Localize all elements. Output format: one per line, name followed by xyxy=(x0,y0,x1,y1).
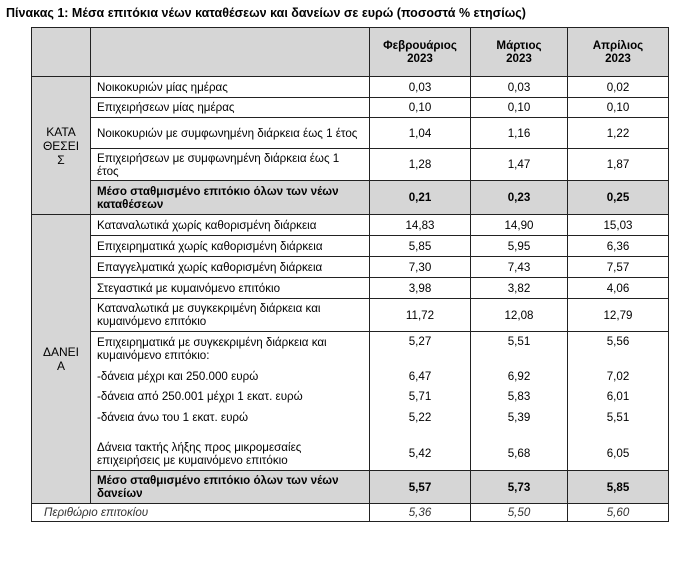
header-corner xyxy=(32,28,91,77)
deposits-average-row: Μέσο σταθμισμένο επιτόκιο όλων των νέων καταθέσεων 0,21 0,23 0,25 xyxy=(32,181,669,215)
loans-category: ΔΑΝΕΙ Α xyxy=(32,215,91,504)
deposits-category: ΚΑΤΑ ΘΕΣΕΙ Σ xyxy=(32,77,91,215)
table-row: -δάνεια άνω του 1 εκατ. ευρώ 5,22 5,39 5,51 xyxy=(32,407,669,428)
table-row: -δάνεια από 250.001 μέχρι 1 εκατ. ευρώ 5,71 5,83 6,01 xyxy=(32,387,669,407)
table-row: ΚΑΤΑ ΘΕΣΕΙ Σ Νοικοκυριών μίας ημέρας 0,03 0,03 0,02 xyxy=(32,77,669,98)
table-row: Επιχειρήσεων με συμφωνημένη διάρκεια έως 1 έτος 1,28 1,47 1,87 xyxy=(32,149,669,181)
business-group-row: Επιχειρηματικά με συγκεκριμένη διάρκεια και κυμαινόμενο επιτόκιο: 5,27 5,51 5,56 xyxy=(32,332,669,366)
header-label-col xyxy=(91,28,370,77)
table-row: Καταναλωτικά με συγκεκριμένη διάρκεια και κυμαινόμενο επιτόκιο 11,72 12,08 12,79 xyxy=(32,299,669,332)
margin-row: Περιθώριο επιτοκίου 5,36 5,50 5,60 xyxy=(32,504,669,522)
spacer-row xyxy=(32,428,669,438)
table-row: Επιχειρήσεων μίας ημέρας 0,10 0,10 0,10 xyxy=(32,98,669,118)
table-row: Επιχειρηματικά χωρίς καθορισμένη διάρκεια 5,85 5,95 6,36 xyxy=(32,236,669,257)
table-row: ΔΑΝΕΙ Α Καταναλωτικά χωρίς καθορισμένη διάρκεια 14,83 14,90 15,03 xyxy=(32,215,669,236)
header-col-mar: Μάρτιος 2023 xyxy=(471,28,568,77)
table-row: Στεγαστικά με κυμαινόμενο επιτόκιο 3,98 3,82 4,06 xyxy=(32,278,669,299)
table-row: Νοικοκυριών με συμφωνημένη διάρκεια έως 1 έτος 1,04 1,16 1,22 xyxy=(32,118,669,149)
rates-table xyxy=(31,27,669,522)
table-title: Πίνακας 1: Μέσα επιτόκια νέων καταθέσεων και δανείων σε ευρώ (ποσοστά % ετησίως) xyxy=(6,6,526,20)
loans-average-row: Μέσο σταθμισμένο επιτόκιο όλων των νέων δανείων 5,57 5,73 5,85 xyxy=(32,471,669,504)
table-row: -δάνεια μέχρι και 250.000 ευρώ 6,47 6,92 7,02 xyxy=(32,366,669,387)
table-row: Δάνεια τακτής λήξης προς μικρομεσαίες επιχειρήσεις με κυμαινόμενο επιτόκιο 5,42 5,68 6,05 xyxy=(32,438,669,471)
header-col-feb: Φεβρουάριος 2023 xyxy=(370,28,471,77)
header-col-apr: Απρίλιος 2023 xyxy=(568,28,669,77)
table-row: Επαγγελματικά χωρίς καθορισμένη διάρκεια 7,30 7,43 7,57 xyxy=(32,257,669,278)
header-row xyxy=(32,28,669,77)
